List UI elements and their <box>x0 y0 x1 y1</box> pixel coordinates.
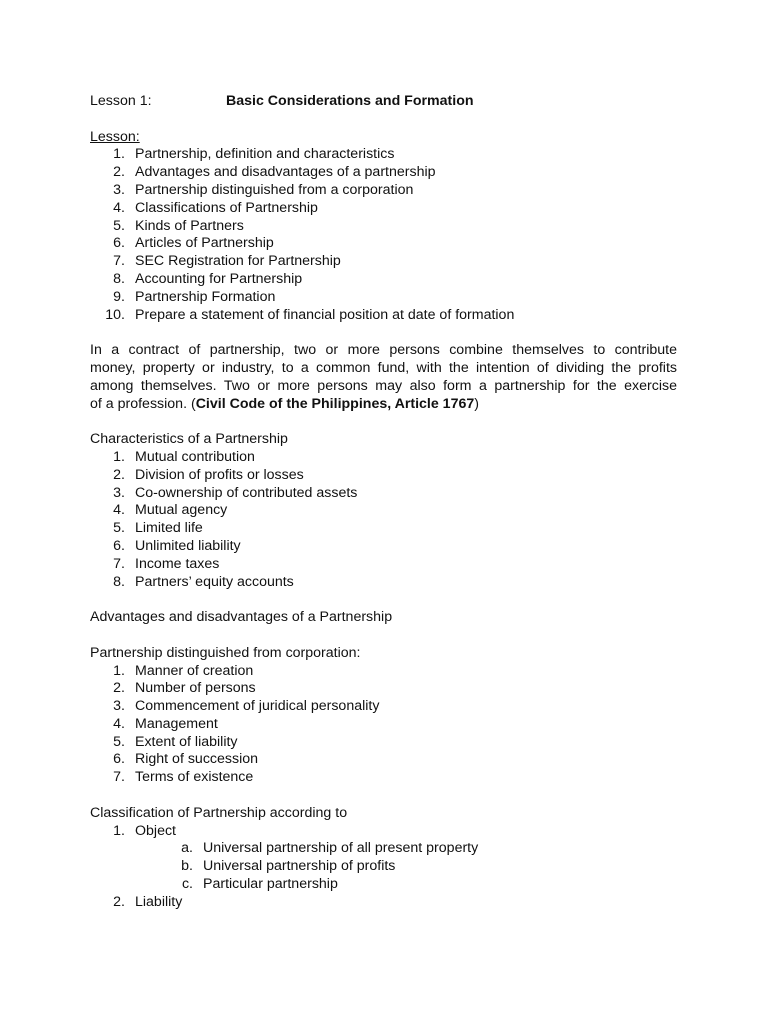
sub-list-item: c. Particular partnership <box>181 876 338 893</box>
distinguished-heading: Partnership distinguished from corporation: <box>90 644 361 661</box>
list-item: 1. Partnership, definition and characteristics <box>113 146 395 163</box>
distinguished-list <box>90 663 677 788</box>
classification-list-continued <box>90 894 677 912</box>
classification-heading: Classification of Partnership according to <box>90 804 348 821</box>
document-page <box>90 93 677 912</box>
list-item: 1. Mutual contribution <box>113 448 255 465</box>
partnership-definition-paragraph <box>90 342 677 413</box>
list-item: 2. Advantages and disadvantages of a partnership <box>113 164 436 181</box>
list-item: 7. Terms of existence <box>113 769 254 786</box>
paragraph-line: In a contract of partnership, two or more persons combine themselves to contribute <box>90 342 677 359</box>
lesson-number-label: Lesson 1: <box>90 93 152 109</box>
list-item: 1. Object <box>113 822 177 839</box>
lesson-list-label: Lesson: <box>90 128 140 145</box>
paragraph-line: among themselves. Two or more persons may also form a partnership for the exercise <box>90 377 677 394</box>
list-item: 5. Extent of liability <box>113 733 238 750</box>
sub-list-item: a. Universal partnership of all present property <box>181 840 479 857</box>
list-item: 4. Management <box>113 715 218 732</box>
classification-list <box>90 823 677 841</box>
list-item: 6. Articles of Partnership <box>113 235 274 252</box>
characteristics-list <box>90 449 677 591</box>
characteristics-heading: Characteristics of a Partnership <box>90 431 288 448</box>
object-sub-list <box>90 840 677 893</box>
lesson-topics-list <box>90 146 677 324</box>
list-item: 10. Prepare a statement of financial position at date of formation <box>105 306 515 323</box>
list-item: 3. Partnership distinguished from a corporation <box>113 181 414 198</box>
paragraph-line: of a profession. (Civil Code of the Philippines, Article 1767) <box>90 395 479 412</box>
list-item: 6. Right of succession <box>113 751 259 768</box>
lesson-title: Basic Considerations and Formation <box>226 93 474 109</box>
list-item: 8. Accounting for Partnership <box>113 270 303 287</box>
list-item: 8. Partners’ equity accounts <box>113 573 294 590</box>
advantages-heading: Advantages and disadvantages of a Partnership <box>90 609 393 626</box>
list-item: 2. Number of persons <box>113 680 256 697</box>
list-item: 2. Liability <box>113 893 183 910</box>
legal-citation: Civil Code of the Philippines, Article 1767 <box>195 395 475 412</box>
list-item: 2. Division of profits or losses <box>113 466 304 483</box>
sub-list-item: b. Universal partnership of profits <box>181 858 396 875</box>
list-item: 4. Classifications of Partnership <box>113 199 318 216</box>
list-item: 4. Mutual agency <box>113 502 228 519</box>
lesson-list-label-row <box>90 129 677 147</box>
list-item: 3. Commencement of juridical personality <box>113 698 380 715</box>
list-item: 5. Kinds of Partners <box>113 217 244 234</box>
paragraph-line: money, property or industry, to a common fund, with the intention of dividing the profits <box>90 359 677 376</box>
list-item: 9. Partnership Formation <box>113 288 276 305</box>
list-item: 5. Limited life <box>113 520 203 537</box>
lesson-heading <box>90 93 677 111</box>
list-item: 6. Unlimited liability <box>113 537 241 554</box>
list-item: 1. Manner of creation <box>113 662 254 679</box>
list-item: 7. SEC Registration for Partnership <box>113 253 341 270</box>
list-item: 7. Income taxes <box>113 555 220 572</box>
list-item: 3. Co-ownership of contributed assets <box>113 484 358 501</box>
